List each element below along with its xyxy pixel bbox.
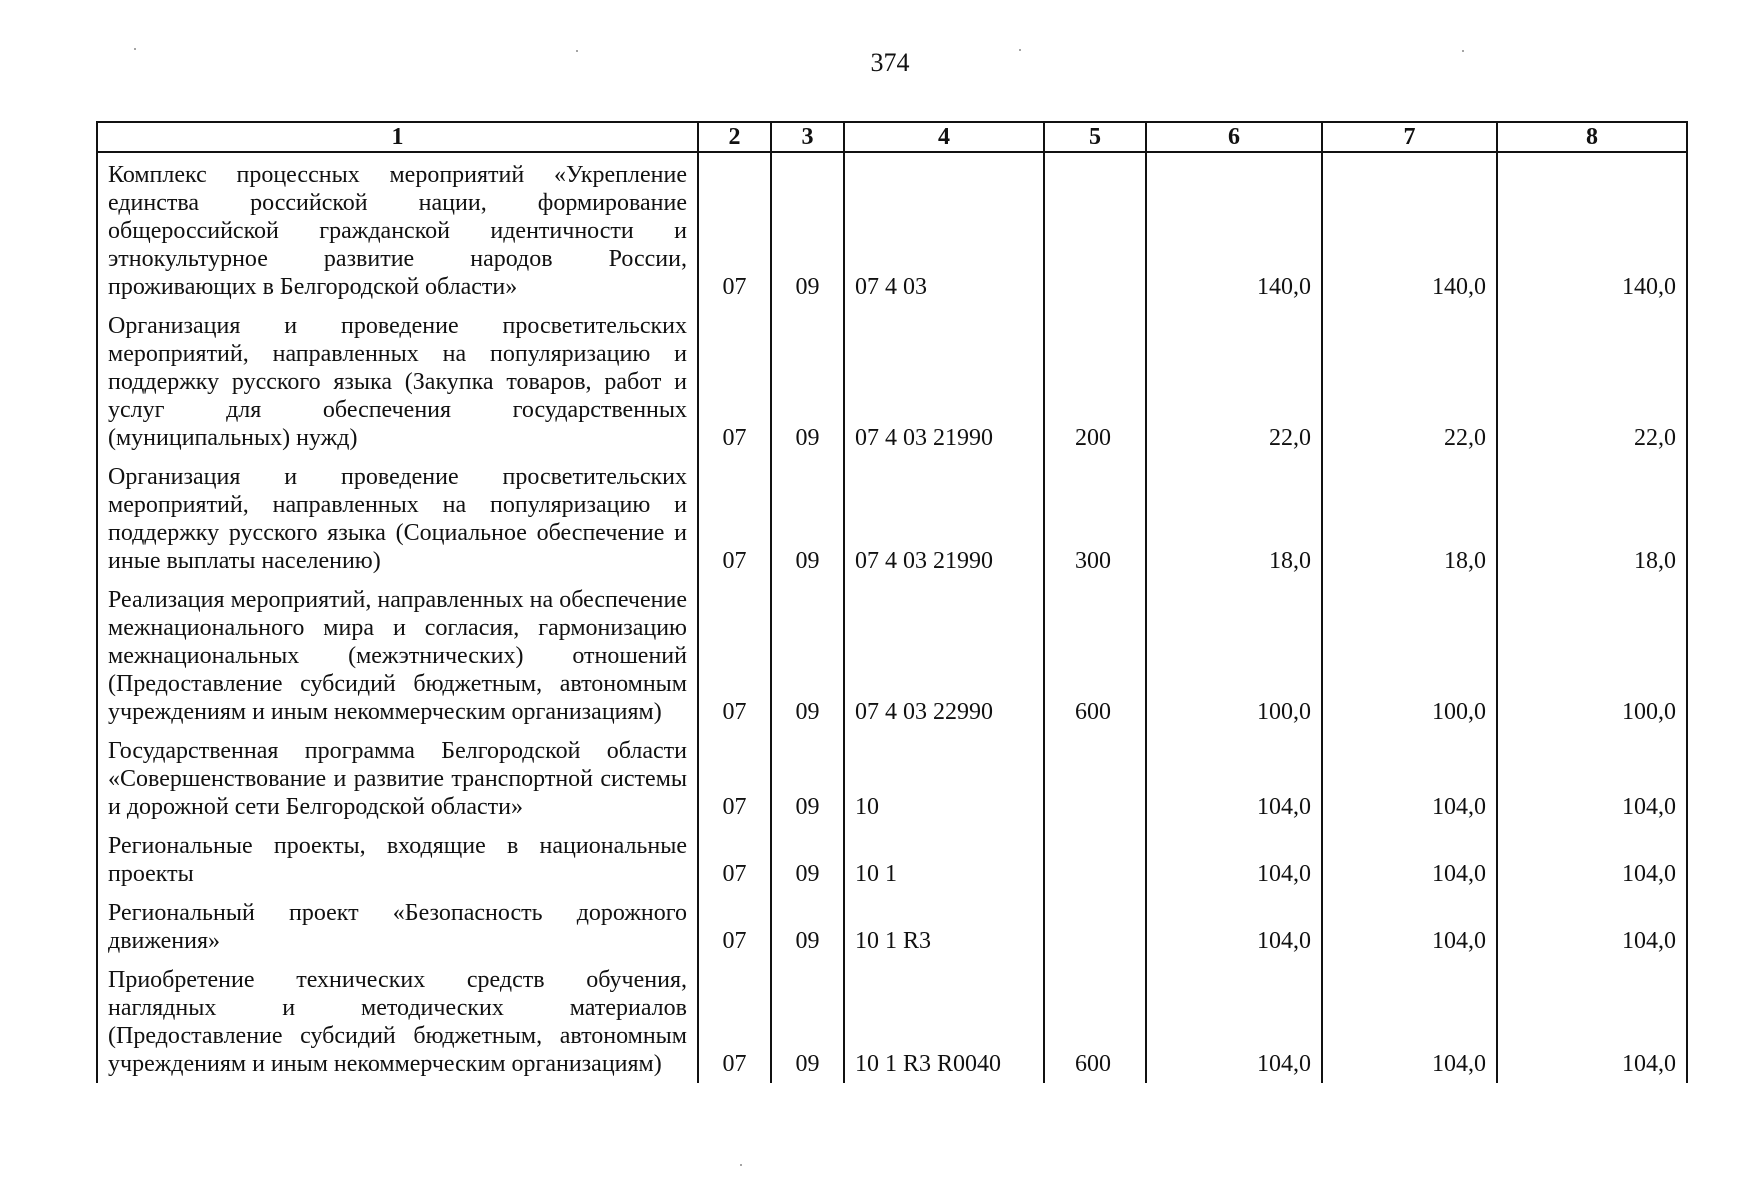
row-amount-col7: 22,0 (1322, 306, 1497, 457)
row-description: Региональные проекты, входящие в национальные проекты (97, 826, 698, 893)
row-expense-type (1044, 152, 1146, 306)
row-target-article: 07 4 03 (844, 152, 1044, 306)
row-amount-col6: 140,0 (1146, 152, 1322, 306)
row-description: Региональный проект «Безопасность дорожного движения» (97, 893, 698, 960)
row-subsection-code: 09 (771, 731, 844, 826)
row-description: Приобретение технических средств обучения, наглядных и методических материалов (Предоставление субсидий бюджетным, автономным учреждениям и иным некоммерческим организациям) (97, 960, 698, 1083)
row-description: Организация и проведение просветительских мероприятий, направленных на популяризацию и поддержку русского языка (Закупка товаров, работ и услуг для обеспечения государственных (муниципальных) нужд) (97, 306, 698, 457)
table-row (97, 580, 1687, 731)
row-amount-col7: 104,0 (1322, 893, 1497, 960)
row-amount-col7: 140,0 (1322, 152, 1497, 306)
row-section-code: 07 (698, 152, 771, 306)
row-amount-col6: 22,0 (1146, 306, 1322, 457)
row-amount-col8: 140,0 (1497, 152, 1687, 306)
row-amount-col8: 18,0 (1497, 457, 1687, 580)
table-row (97, 960, 1687, 1083)
table-body (97, 152, 1687, 1083)
row-section-code: 07 (698, 457, 771, 580)
scan-speck (740, 1164, 742, 1166)
row-section-code: 07 (698, 580, 771, 731)
row-expense-type: 300 (1044, 457, 1146, 580)
column-header-3: 3 (771, 122, 844, 152)
row-description: Организация и проведение просветительских мероприятий, направленных на популяризацию и поддержку русского языка (Социальное обеспечение и иные выплаты населению) (97, 457, 698, 580)
row-amount-col7: 100,0 (1322, 580, 1497, 731)
row-amount-col7: 18,0 (1322, 457, 1497, 580)
row-amount-col6: 104,0 (1146, 826, 1322, 893)
row-amount-col8: 104,0 (1497, 826, 1687, 893)
column-header-8: 8 (1497, 122, 1687, 152)
header-row (97, 122, 1687, 152)
row-amount-col8: 22,0 (1497, 306, 1687, 457)
row-subsection-code: 09 (771, 306, 844, 457)
table-row (97, 731, 1687, 826)
column-header-6: 6 (1146, 122, 1322, 152)
row-amount-col8: 100,0 (1497, 580, 1687, 731)
row-subsection-code: 09 (771, 960, 844, 1083)
scan-speck (134, 48, 136, 50)
row-amount-col7: 104,0 (1322, 826, 1497, 893)
row-target-article: 07 4 03 21990 (844, 306, 1044, 457)
row-amount-col6: 100,0 (1146, 580, 1322, 731)
row-amount-col6: 104,0 (1146, 731, 1322, 826)
scan-speck (1019, 49, 1021, 51)
row-target-article: 07 4 03 22990 (844, 580, 1044, 731)
page-number: 374 (870, 48, 910, 77)
scan-speck (576, 50, 578, 52)
row-subsection-code: 09 (771, 580, 844, 731)
row-amount-col7: 104,0 (1322, 960, 1497, 1083)
row-subsection-code: 09 (771, 826, 844, 893)
table-row (97, 152, 1687, 306)
row-expense-type: 600 (1044, 960, 1146, 1083)
column-header-1: 1 (97, 122, 698, 152)
row-target-article: 07 4 03 21990 (844, 457, 1044, 580)
row-description: Государственная программа Белгородской области «Совершенствование и развитие транспортной системы и дорожной сети Белгородской области» (97, 731, 698, 826)
row-section-code: 07 (698, 731, 771, 826)
row-amount-col6: 104,0 (1146, 893, 1322, 960)
row-description: Реализация мероприятий, направленных на обеспечение межнационального мира и согласия, гармонизацию межнациональных (межэтнических) отношений (Предоставление субсидий бюджетным, автономным учреждениям и иным некоммерческим организациям) (97, 580, 698, 731)
table-header (97, 122, 1687, 152)
row-section-code: 07 (698, 960, 771, 1083)
scan-speck (1462, 50, 1464, 52)
row-amount-col6: 18,0 (1146, 457, 1322, 580)
row-subsection-code: 09 (771, 457, 844, 580)
row-target-article: 10 1 (844, 826, 1044, 893)
row-description: Комплекс процессных мероприятий «Укрепление единства российской нации, формирование общероссийской гражданской идентичности и этнокультурное развитие народов России, проживающих в Белгородской области» (97, 152, 698, 306)
column-header-4: 4 (844, 122, 1044, 152)
row-target-article: 10 (844, 731, 1044, 826)
row-expense-type: 600 (1044, 580, 1146, 731)
row-section-code: 07 (698, 893, 771, 960)
row-amount-col6: 104,0 (1146, 960, 1322, 1083)
row-subsection-code: 09 (771, 152, 844, 306)
column-header-2: 2 (698, 122, 771, 152)
row-expense-type (1044, 893, 1146, 960)
table-row (97, 457, 1687, 580)
table-row (97, 893, 1687, 960)
row-amount-col8: 104,0 (1497, 731, 1687, 826)
row-subsection-code: 09 (771, 893, 844, 960)
row-amount-col8: 104,0 (1497, 960, 1687, 1083)
column-header-5: 5 (1044, 122, 1146, 152)
row-target-article: 10 1 R3 R0040 (844, 960, 1044, 1083)
row-amount-col8: 104,0 (1497, 893, 1687, 960)
row-section-code: 07 (698, 826, 771, 893)
table-row (97, 826, 1687, 893)
row-expense-type: 200 (1044, 306, 1146, 457)
row-section-code: 07 (698, 306, 771, 457)
budget-table (96, 121, 1688, 1083)
row-target-article: 10 1 R3 (844, 893, 1044, 960)
column-header-7: 7 (1322, 122, 1497, 152)
row-amount-col7: 104,0 (1322, 731, 1497, 826)
table-row (97, 306, 1687, 457)
row-expense-type (1044, 826, 1146, 893)
row-expense-type (1044, 731, 1146, 826)
